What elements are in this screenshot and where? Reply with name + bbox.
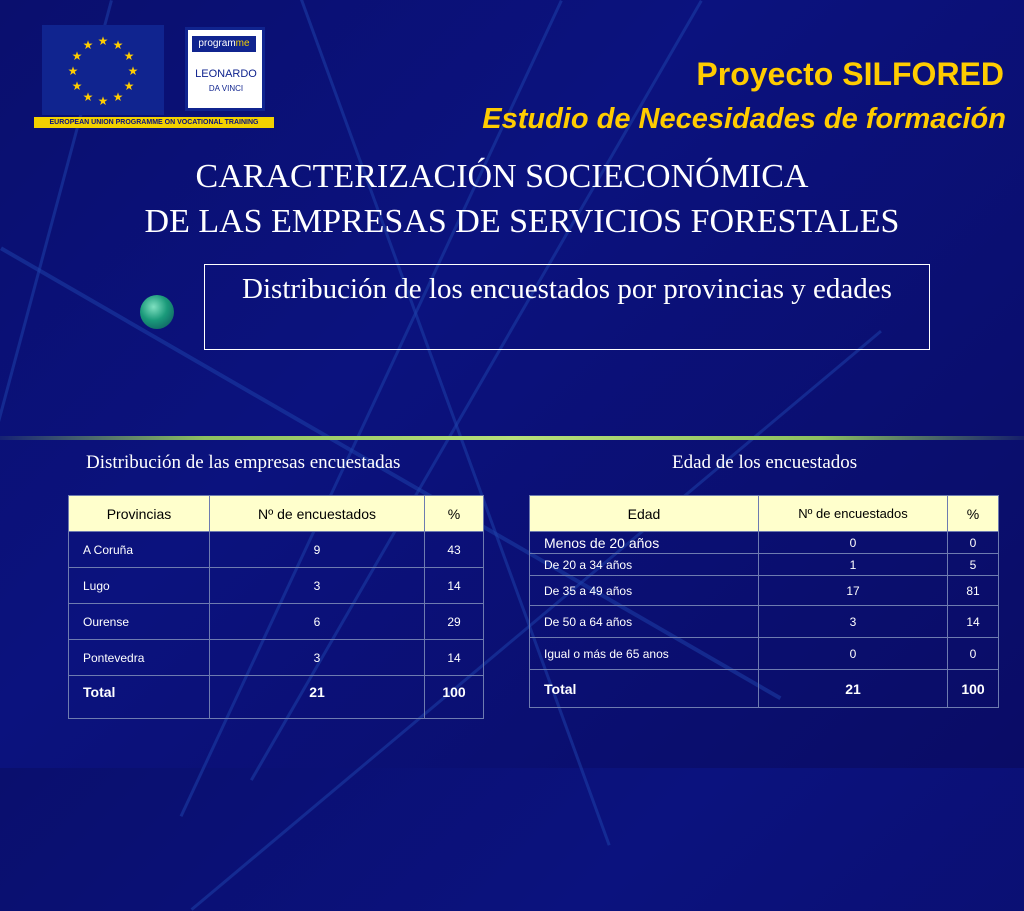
table-row [69, 532, 484, 568]
svg-text:★: ★ [123, 79, 135, 93]
table-cell: 21 [210, 676, 425, 719]
table-header-row [530, 496, 999, 532]
table-cell: Total [530, 670, 759, 708]
table-cell: Lugo [69, 568, 210, 604]
leonardo-logo [185, 27, 265, 111]
leonardo-name: LEONARDO [195, 68, 257, 80]
table-cell: 43 [425, 532, 484, 568]
project-title: Proyecto SILFORED [696, 56, 1004, 92]
table-cell: 9 [210, 532, 425, 568]
table-row [530, 638, 999, 670]
column-header: Provincias [69, 496, 210, 532]
table-cell: 3 [759, 606, 948, 638]
table-cell: 3 [210, 568, 425, 604]
table-cell: 0 [759, 532, 948, 554]
subtitle-box: Distribución de los encuestados por provincias y edades [204, 264, 930, 350]
table-cell: 21 [759, 670, 948, 708]
table-cell: 14 [425, 640, 484, 676]
table-row [530, 532, 999, 554]
svg-text:★: ★ [123, 49, 135, 63]
table-cell: 5 [948, 554, 999, 576]
svg-text:★: ★ [97, 94, 109, 108]
heading-line-1: CARACTERIZACIÓN SOCIECONÓMICA [195, 158, 809, 195]
leonardo-subname: DA VINCI [208, 84, 244, 93]
column-header: Edad [530, 496, 759, 532]
table-cell: Ourense [69, 604, 210, 640]
svg-text:★: ★ [97, 34, 109, 48]
table-cell: 100 [425, 676, 484, 719]
project-subtitle: Estudio de Necesidades de formación [482, 103, 1006, 135]
column-header: Nº de encuestados [759, 496, 948, 532]
table-row [69, 604, 484, 640]
table-row [530, 576, 999, 606]
table-cell: Total [69, 676, 210, 719]
table2-caption: Edad de los encuestados [672, 452, 858, 473]
svg-text:★: ★ [71, 79, 83, 93]
svg-text:★: ★ [71, 49, 83, 63]
svg-text:★: ★ [127, 64, 139, 78]
table-cell: De 20 a 34 años [530, 554, 759, 576]
table-cell: 6 [210, 604, 425, 640]
table-cell: A Coruña [69, 532, 210, 568]
table-cell: 1 [759, 554, 948, 576]
table-cell: Menos de 20 años [530, 532, 759, 554]
table-cell: De 50 a 64 años [530, 606, 759, 638]
svg-text:★: ★ [82, 38, 94, 52]
eu-flag-icon [42, 25, 164, 115]
column-header: Nº de encuestados [210, 496, 425, 532]
table-cell: 100 [948, 670, 999, 708]
table-row [530, 606, 999, 638]
table-cell: 29 [425, 604, 484, 640]
column-header: % [948, 496, 999, 532]
table-total-row [69, 676, 484, 719]
leonardo-programme-label: programme [192, 36, 256, 52]
table-row [69, 568, 484, 604]
table-cell: Igual o más de 65 anos [530, 638, 759, 670]
table-cell: 0 [948, 532, 999, 554]
table-cell: Pontevedra [69, 640, 210, 676]
svg-text:★: ★ [67, 64, 79, 78]
divider [0, 436, 1024, 440]
table-row [530, 554, 999, 576]
svg-text:★: ★ [112, 38, 124, 52]
table-cell: 3 [210, 640, 425, 676]
table-cell: 14 [948, 606, 999, 638]
ages-table [529, 495, 999, 708]
table-cell: 17 [759, 576, 948, 606]
eu-stars-icon [42, 25, 164, 115]
column-header: % [425, 496, 484, 532]
svg-text:★: ★ [82, 90, 94, 104]
table-cell: 0 [948, 638, 999, 670]
table-header-row [69, 496, 484, 532]
table-row [69, 640, 484, 676]
table-cell: 81 [948, 576, 999, 606]
table-cell: 14 [425, 568, 484, 604]
heading-line-2: DE LAS EMPRESAS DE SERVICIOS FORESTALES [144, 203, 900, 240]
globe-icon [140, 295, 174, 329]
eu-caption: EUROPEAN UNION PROGRAMME ON VOCATIONAL TRAINING [34, 117, 274, 128]
table-total-row [530, 670, 999, 708]
provinces-table [68, 495, 484, 719]
table-cell: De 35 a 49 años [530, 576, 759, 606]
table-cell: 0 [759, 638, 948, 670]
svg-text:★: ★ [112, 90, 124, 104]
table1-caption: Distribución de las empresas encuestadas [86, 452, 401, 473]
